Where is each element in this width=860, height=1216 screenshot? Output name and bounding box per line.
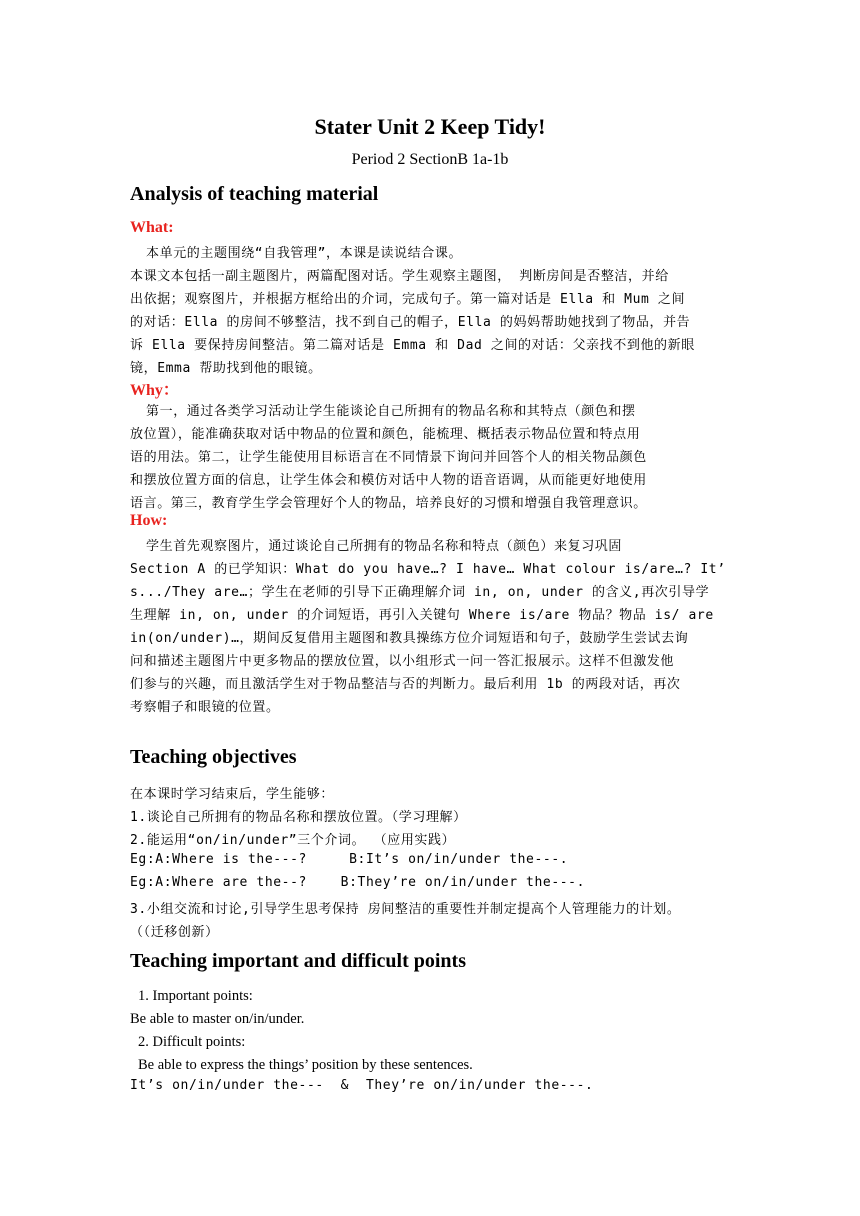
important-points-label: 1. Important points: — [138, 988, 253, 1004]
analysis-heading: Analysis of teaching material — [130, 183, 379, 205]
document-subtitle: Period 2 SectionB 1a-1b — [351, 151, 509, 168]
why-line: 语言。第三，教育学生学会管理好个人的物品，培养良好的习惯和增强自我管理意识。 — [130, 496, 647, 511]
objective-example: Eg:A:Where are the--? B:They’re on/in/under the---. — [130, 875, 586, 890]
what-line: 镜，Emma 帮助找到他的眼镜。 — [130, 361, 322, 376]
why-line: 和摆放位置方面的信息，让学生体会和模仿对话中人物的语音语调，从而能更好地使用 — [130, 473, 647, 488]
document-title: Stater Unit 2 Keep Tidy! — [314, 114, 546, 139]
important-points-text: Be able to master on/in/under. — [130, 1011, 305, 1027]
what-line: 本课文本包括一副主题图片，两篇配图对话。学生观察主题图， 判断房间是否整洁，并给 — [130, 269, 669, 284]
how-line: in(on/under)…，期间反复借用主题图和教具操练方位介词短语和句子，鼓励学生尝试去询 — [130, 631, 689, 646]
how-line: 学生首先观察图片，通过谈论自己所拥有的物品名称和特点（颜色）来复习巩固 — [146, 539, 623, 554]
how-line: 们参与的兴趣，而且激活学生对于物品整洁与否的判断力。最后利用 1b 的两段对话，再次 — [130, 677, 681, 692]
points-heading: Teaching important and difficult points — [130, 950, 466, 972]
how-line: 问和描述主题图片中更多物品的摆放位置，以小组形式一问一答汇报展示。这样不但激发他 — [130, 654, 675, 669]
why-line: 第一，通过各类学习活动让学生能谈论自己所拥有的物品名称和其特点（颜色和摆 — [146, 404, 636, 419]
how-line: Section A 的已学知识：What do you have…? I have… What colour is/are…? It’ — [130, 562, 726, 577]
why-label: Why： — [130, 382, 179, 399]
what-line: 出依据；观察图片，并根据方框给出的介词，完成句子。第一篇对话是 Ella 和 Mum 之间 — [130, 292, 686, 307]
how-label: How: — [130, 512, 168, 529]
objective-line: 在本课时学习结束后，学生能够： — [130, 787, 335, 802]
difficult-points-label: 2. Difficult points: — [138, 1034, 246, 1050]
how-line: s.../They are…；学生在老师的引导下正确理解介词 in, on, under 的含义,再次引导学 — [130, 585, 710, 600]
how-line: 生理解 in, on, under 的介词短语，再引入关键句 Where is/are 物品？物品 is/ are — [130, 608, 714, 623]
objective-line: 3.小组交流和讨论,引导学生思考保持 房间整洁的重要性并制定提高个人管理能力的计划。 — [130, 902, 681, 917]
what-label: What: — [130, 219, 174, 236]
points-example: It’s on/in/under the--- & They’re on/in/under the---. — [130, 1078, 594, 1093]
what-line: 诉 Ella 要保持房间整洁。第二篇对话是 Emma 和 Dad 之间的对话：父亲找不到他的新眼 — [130, 338, 695, 353]
difficult-points-text: Be able to express the things’ position by these sentences. — [138, 1057, 473, 1073]
what-line: 的对话：Ella 的房间不够整洁，找不到自己的帽子，Ella 的妈妈帮助她找到了物品，并告 — [130, 315, 691, 330]
how-line: 考察帽子和眼镜的位置。 — [130, 700, 280, 715]
objective-line: 1.谈论自己所拥有的物品名称和摆放位置。（学习理解） — [130, 810, 467, 825]
objective-line: 2.能运用“on/in/under”三个介词。 （应用实践） — [130, 833, 456, 848]
what-line: 本单元的主题围绕“自我管理”，本课是读说结合课。 — [146, 246, 463, 261]
objectives-heading: Teaching objectives — [130, 746, 297, 768]
why-line: 语的用法。第二，让学生能使用目标语言在不同情景下询问并回答个人的相关物品颜色 — [130, 450, 647, 465]
objective-line: （（迁移创新） — [130, 925, 219, 940]
why-line: 放位置），能准确获取对话中物品的位置和颜色，能梳理、概括表示物品位置和特点用 — [130, 427, 641, 442]
objective-example: Eg:A:Where is the---? B:It’s on/in/under the---. — [130, 852, 569, 867]
